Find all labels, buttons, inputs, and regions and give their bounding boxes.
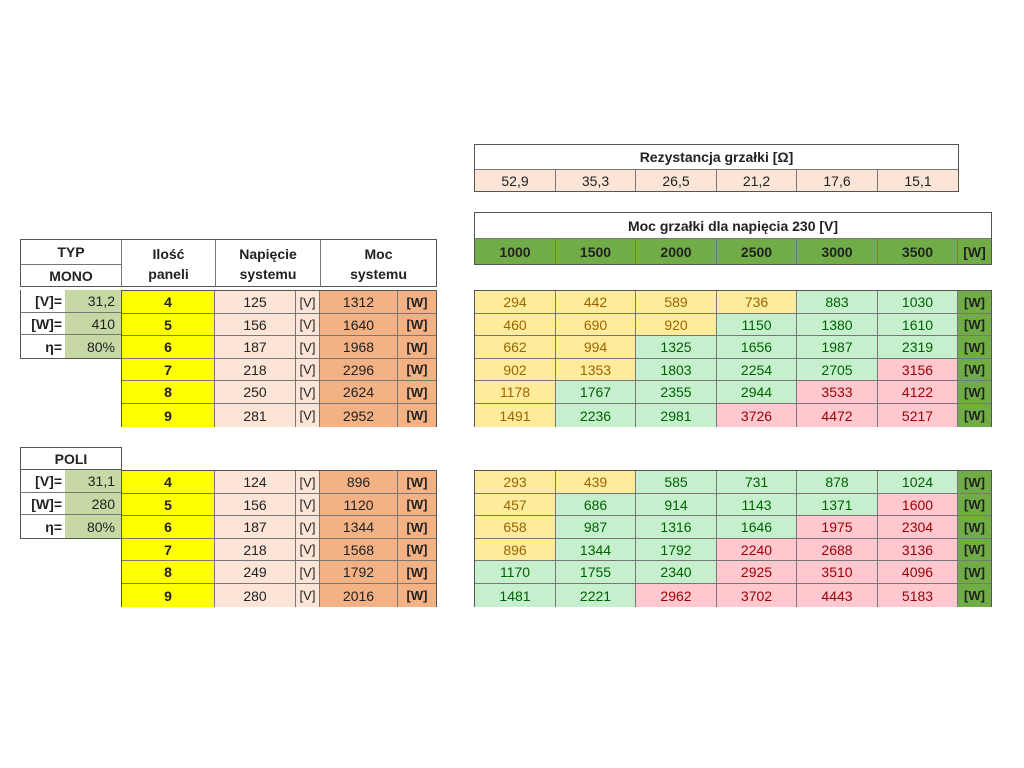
heater-power-unit: [W] [958,291,991,314]
param-value: 80% [65,515,121,538]
param-label: η= [45,518,62,535]
system-power: 2624 [320,381,398,404]
heater-power-unit: [W] [958,561,991,584]
panel-count: 7 [122,539,215,561]
system-voltage: 156 [215,494,296,516]
power-unit: [W] [398,359,436,381]
power-unit: [W] [398,584,436,607]
param-value: 31,1 [65,470,121,493]
system-power: 1968 [320,336,398,359]
system-voltage: 125 [215,291,296,314]
poli-params [20,470,122,539]
heater-power-value: 2304 [878,516,958,539]
heater-power-value: 457 [475,494,556,516]
heater-power-value: 1646 [717,516,797,539]
voltage-unit: [V] [296,381,320,404]
heater-power-value: 1170 [475,561,556,584]
heater-power-value: 731 [717,471,797,494]
heater-power-value: 2981 [636,404,717,427]
resistance-value: 15,1 [878,170,958,191]
heater-power-value: 3726 [717,404,797,427]
heater-power-value: 3533 [797,381,878,404]
voltage-unit: [V] [296,404,320,427]
voltage-unit: [V] [296,584,320,607]
heater-power-value: 460 [475,314,556,336]
voltage-unit: [V] [296,336,320,359]
voltage-unit: [V] [296,314,320,336]
system-power: 2296 [320,359,398,381]
heater-power-value: 3136 [878,539,958,561]
heater-power-value: 1792 [636,539,717,561]
system-power-header-line2: systemu [350,265,407,282]
heater-power-value: 2705 [797,359,878,381]
heater-power-value: 4096 [878,561,958,584]
heater-power-unit: [W] [958,314,991,336]
heater-power-value: 914 [636,494,717,516]
panel-count: 4 [122,471,215,494]
panel-count: 8 [122,561,215,584]
mono-params [20,290,122,359]
heater-power-value: 439 [556,471,636,494]
param-value: 410 [65,313,121,335]
heater-power-value: 662 [475,336,556,359]
heater-power-value: 658 [475,516,556,539]
voltage-unit: [V] [296,539,320,561]
heater-power-unit: [W] [958,336,991,359]
system-voltage: 250 [215,381,296,404]
system-power: 1120 [320,494,398,516]
heater-power-value: 2221 [556,584,636,607]
heater-power-value: 1353 [556,359,636,381]
system-voltage: 281 [215,404,296,427]
heater-power-value: 2925 [717,561,797,584]
resistance-value: 26,5 [636,170,717,191]
system-power-header-line1: Moc [364,245,393,262]
poli-system-table [121,470,437,607]
system-power: 1568 [320,539,398,561]
heater-power-value: 2319 [878,336,958,359]
heater-power-value: 736 [717,291,797,314]
heater-power-unit: [W] [958,539,991,561]
system-voltage-header-line1: Napięcie [239,245,297,262]
system-voltage: 218 [215,539,296,561]
heater-power-value: 4122 [878,381,958,404]
heater-power-value: 3156 [878,359,958,381]
power-unit: [W] [398,314,436,336]
system-power: 2952 [320,404,398,427]
heater-power-value: 1030 [878,291,958,314]
panel-count: 5 [122,314,215,336]
heater-power-value: 1316 [636,516,717,539]
power-table-header [474,212,992,265]
heater-power-value: 883 [797,291,878,314]
system-voltage: 187 [215,516,296,539]
poli-heater-table [474,470,992,607]
mono-heater-table [474,290,992,427]
heater-power-unit: [W] [958,494,991,516]
system-power: 1792 [320,561,398,584]
system-voltage: 249 [215,561,296,584]
voltage-unit: [V] [296,471,320,494]
system-voltage: 124 [215,471,296,494]
heater-power-value: 1325 [636,336,717,359]
resistance-value: 35,3 [556,170,636,191]
heater-power-header: 3000 [797,239,878,264]
heater-power-value: 2962 [636,584,717,607]
resistance-value: 21,2 [717,170,797,191]
heater-power-header: 2500 [717,239,797,264]
heater-power-value: 1656 [717,336,797,359]
heater-power-value: 5217 [878,404,958,427]
heater-power-value: 1344 [556,539,636,561]
heater-power-unit: [W] [958,471,991,494]
system-voltage: 280 [215,584,296,607]
heater-power-value: 1767 [556,381,636,404]
heater-power-value: 902 [475,359,556,381]
voltage-unit: [V] [296,494,320,516]
system-power: 1344 [320,516,398,539]
panel-count: 5 [122,494,215,516]
heater-power-value: 1755 [556,561,636,584]
system-voltage-header [216,240,321,287]
heater-power-value: 1975 [797,516,878,539]
system-power: 896 [320,471,398,494]
panel-count-header [122,240,216,287]
heater-power-value: 987 [556,516,636,539]
system-power: 2016 [320,584,398,607]
panel-count: 6 [122,516,215,539]
heater-power-value: 293 [475,471,556,494]
system-power: 1312 [320,291,398,314]
param-label: η= [45,338,62,355]
heater-power-value: 1987 [797,336,878,359]
heater-power-value: 4472 [797,404,878,427]
param-label: [V]= [21,470,65,493]
system-voltage: 218 [215,359,296,381]
heater-power-value: 4443 [797,584,878,607]
system-voltage-header-line2: systemu [239,265,297,282]
heater-power-value: 1371 [797,494,878,516]
voltage-unit: [V] [296,291,320,314]
panel-count: 4 [122,291,215,314]
heater-power-value: 294 [475,291,556,314]
heater-power-value: 2944 [717,381,797,404]
poli-label: POLI [20,447,122,470]
heater-power-unit: [W] [958,404,991,427]
resistance-title: Rezystancja grzałki [Ω] [475,145,958,170]
param-label: [W]= [21,313,65,335]
voltage-unit: [V] [296,359,320,381]
heater-power-value: 1803 [636,359,717,381]
heater-power-value: 442 [556,291,636,314]
param-label: [W]= [21,493,65,515]
voltage-unit: [V] [296,516,320,539]
power-unit: [W] [398,291,436,314]
resistance-value: 17,6 [797,170,878,191]
panel-count-header-line1: Ilość [152,245,185,262]
heater-power-value: 585 [636,471,717,494]
heater-power-header: 3500 [878,239,958,264]
heater-power-value: 690 [556,314,636,336]
power-unit: [W] [398,404,436,427]
power-unit: [W] [398,516,436,539]
heater-power-value: 920 [636,314,717,336]
heater-unit-header: [W] [958,239,991,264]
heater-power-value: 1178 [475,381,556,404]
param-value: 31,2 [65,290,121,313]
power-unit: [W] [398,381,436,404]
heater-power-value: 2240 [717,539,797,561]
panel-count-header-line2: paneli [148,265,189,282]
resistance-table [474,144,959,192]
heater-power-value: 2340 [636,561,717,584]
panel-count: 9 [122,584,215,607]
heater-power-value: 1380 [797,314,878,336]
power-unit: [W] [398,471,436,494]
heater-power-value: 2254 [717,359,797,381]
heater-power-value: 1024 [878,471,958,494]
heater-power-value: 3702 [717,584,797,607]
system-power: 1640 [320,314,398,336]
left-header [20,239,437,287]
panel-count: 8 [122,381,215,404]
panel-count: 6 [122,336,215,359]
panel-count: 9 [122,404,215,427]
heater-power-value: 1481 [475,584,556,607]
heater-power-value: 1610 [878,314,958,336]
heater-power-value: 878 [797,471,878,494]
heater-power-value: 2236 [556,404,636,427]
param-value: 280 [65,493,121,515]
heater-power-value: 1150 [717,314,797,336]
mono-label: MONO [21,265,122,287]
heater-power-value: 1143 [717,494,797,516]
heater-power-header: 1000 [475,239,556,264]
heater-power-unit: [W] [958,359,991,381]
system-voltage: 156 [215,314,296,336]
heater-power-value: 1491 [475,404,556,427]
power-unit: [W] [398,561,436,584]
heater-power-value: 5183 [878,584,958,607]
heater-power-value: 2688 [797,539,878,561]
voltage-unit: [V] [296,561,320,584]
heater-power-unit: [W] [958,381,991,404]
resistance-value: 52,9 [475,170,556,191]
heater-power-header: 2000 [636,239,717,264]
heater-power-value: 896 [475,539,556,561]
param-label: [V]= [21,290,65,313]
heater-power-unit: [W] [958,516,991,539]
system-voltage: 187 [215,336,296,359]
panel-count: 7 [122,359,215,381]
heater-power-value: 994 [556,336,636,359]
power-unit: [W] [398,539,436,561]
heater-power-value: 2355 [636,381,717,404]
system-power-header [321,240,436,287]
power-unit: [W] [398,494,436,516]
heater-power-value: 589 [636,291,717,314]
heater-power-unit: [W] [958,584,991,607]
typ-label: TYP [21,240,122,265]
heater-power-header: 1500 [556,239,636,264]
heater-power-value: 686 [556,494,636,516]
power-title: Moc grzałki dla napięcia 230 [V] [475,213,991,239]
heater-power-value: 1600 [878,494,958,516]
heater-power-value: 3510 [797,561,878,584]
param-value: 80% [65,335,121,358]
mono-system-table [121,290,437,427]
power-unit: [W] [398,336,436,359]
